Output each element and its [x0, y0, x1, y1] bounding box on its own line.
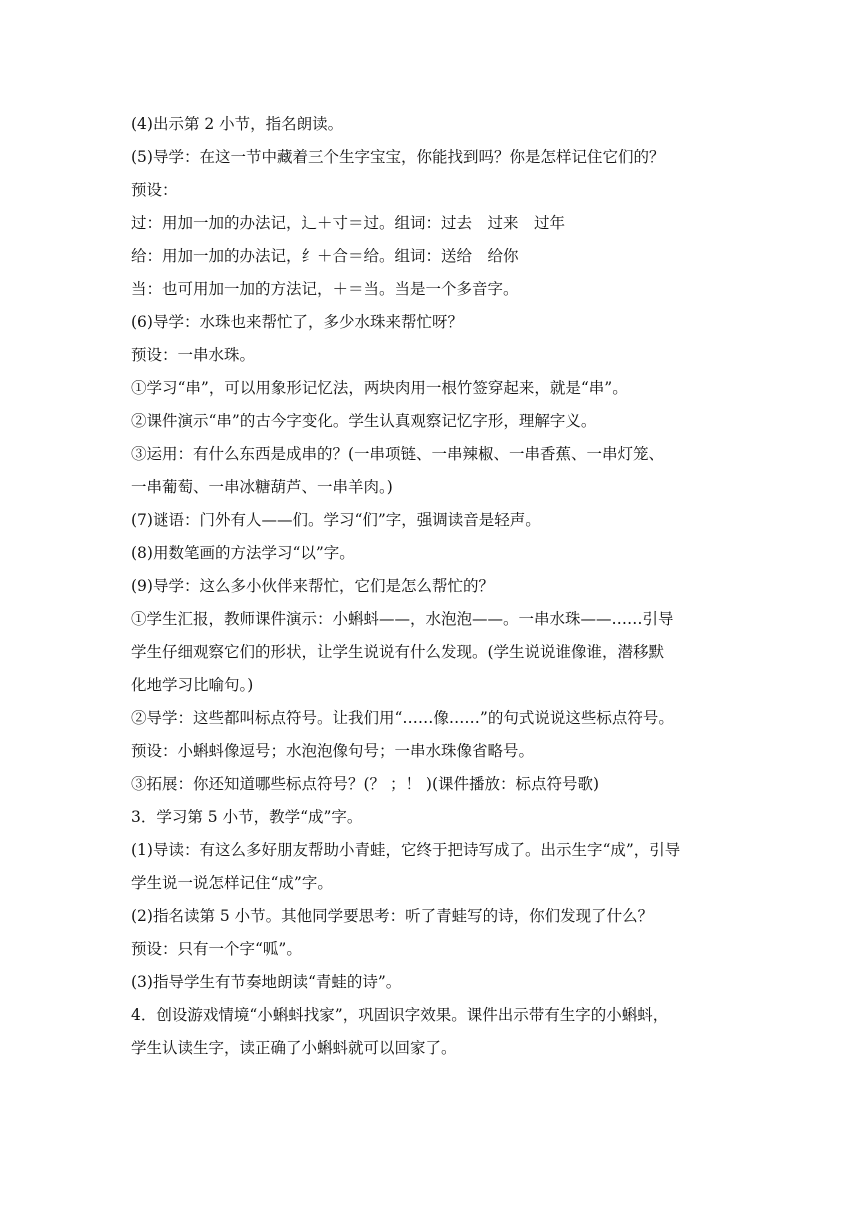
- text-line: (9)导学：这么多小伙伴来帮忙，它们是怎么帮忙的？: [131, 577, 494, 595]
- text-line: ②导学：这些都叫标点符号。让我们用“……像……”的句式说说这些标点符号。: [131, 709, 674, 727]
- text-line: (6)导学：水珠也来帮忙了，多少水珠来帮忙呀？: [131, 313, 463, 331]
- text-line: (3)指导学生有节奏地朗读“青蛙的诗”。: [131, 973, 402, 991]
- text-line: ③运用：有什么东西是成串的？(一串项链、一串辣椒、一串香蕉、一串灯笼、: [131, 445, 665, 463]
- text-line: 当：也可用加一加的方法记，＋＝当。当是一个多音字。: [131, 280, 519, 298]
- text-line: 4．创设游戏情境“小蝌蚪找家”，巩固识字效果。课件出示带有生字的小蝌蚪，: [131, 1006, 669, 1024]
- text-line: ③拓展：你还知道哪些标点符号？(？ ；！ )(课件播放：标点符号歌): [131, 775, 600, 793]
- text-line: 学生说一说怎样记住“成”字。: [131, 874, 333, 892]
- text-line: 一串葡萄、一串冰糖葫芦、一串羊肉。): [131, 478, 393, 496]
- text-line: (4)出示第 2 小节，指名朗读。: [131, 115, 344, 133]
- text-line: 过：用加一加的办法记，辶＋寸＝过。组词：过去 过来 过年: [131, 214, 566, 232]
- text-line: 学生认读生字，读正确了小蝌蚪就可以回家了。: [131, 1039, 457, 1057]
- text-line: (2)指名读第 5 小节。其他同学要思考：听了青蛙写的诗，你们发现了什么？: [131, 907, 654, 925]
- document-body: [131, 108, 731, 1065]
- text-line: 3．学习第 5 小节，教学“成”字。: [131, 808, 363, 826]
- text-line: (1)导读：有这么多好朋友帮助小青蛙，它终于把诗写成了。出示生字“成”，引导: [131, 841, 681, 859]
- text-line: (7)谜语：门外有人——们。学习“们”字，强调读音是轻声。: [131, 511, 541, 529]
- text-line: (5)导学：在这一节中藏着三个生字宝宝，你能找到吗？你是怎样记住它们的？: [131, 148, 665, 166]
- text-line: ①学生汇报，教师课件演示：小蝌蚪——，水泡泡——。一串水珠——……引导: [131, 610, 674, 628]
- text-line: 预设：只有一个字“呱”。: [131, 940, 302, 958]
- text-line: ①学习“串”，可以用象形记忆法，两块肉用一根竹签穿起来，就是“串”。: [131, 379, 628, 397]
- text-line: 化地学习比喻句。): [131, 676, 254, 694]
- text-line: 给：用加一加的办法记，纟＋合＝给。组词：送给 给你: [131, 247, 519, 265]
- text-line: 预设：: [131, 181, 178, 199]
- text-line: ②课件演示“串”的古今字变化。学生认真观察记忆字形，理解字义。: [131, 412, 597, 430]
- text-line: 预设：小蝌蚪像逗号；水泡泡像句号；一串水珠像省略号。: [131, 742, 535, 760]
- text-line: (8)用数笔画的方法学习“以”字。: [131, 544, 355, 562]
- text-line: 预设：一串水珠。: [131, 346, 256, 364]
- text-line: 学生仔细观察它们的形状，让学生说说有什么发现。(学生说说谁像谁，潜移默: [131, 643, 665, 661]
